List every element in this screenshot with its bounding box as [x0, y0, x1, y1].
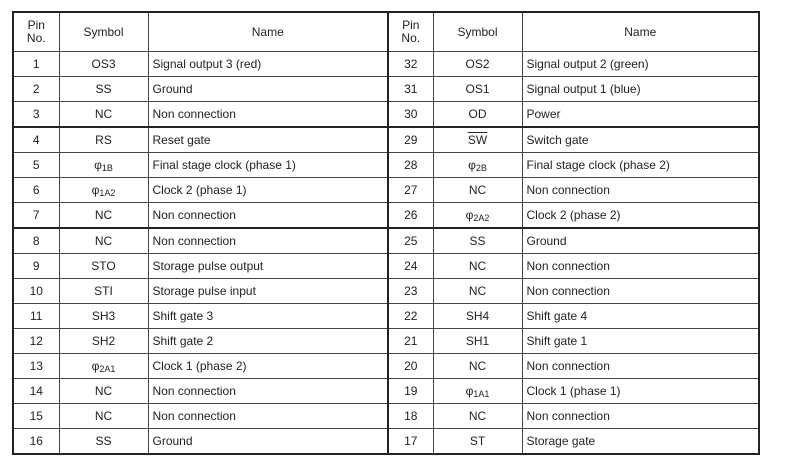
- table-row: [13, 228, 759, 254]
- phi-symbol: φ: [94, 158, 102, 172]
- pin-number-cell: 23: [388, 279, 433, 304]
- symbol-cell: [433, 203, 522, 229]
- pin-name-cell: Clock 1 (phase 1): [522, 379, 759, 404]
- symbol-text: OS2: [465, 57, 490, 71]
- table-row: [13, 153, 759, 178]
- pin-name-cell: Signal output 2 (green): [522, 52, 759, 77]
- symbol-text: STI: [94, 284, 113, 298]
- pin-name-cell: Clock 2 (phase 1): [148, 178, 388, 203]
- header-name: Name: [148, 12, 388, 52]
- header-pin-no: Pin No.: [13, 12, 59, 52]
- symbol-text: SS: [95, 434, 112, 448]
- phi-symbol: φ: [91, 183, 100, 197]
- symbol-cell: [433, 379, 522, 404]
- pin-name-cell: Signal output 1 (blue): [522, 77, 759, 102]
- symbol-cell: [433, 254, 522, 279]
- symbol-text: NC: [468, 359, 487, 373]
- symbol-text: NC: [468, 284, 487, 298]
- header-symbol: Symbol: [433, 12, 522, 52]
- symbol-text: STO: [91, 259, 116, 273]
- symbol-text: ST: [469, 434, 486, 448]
- pin-number-cell: 13: [13, 354, 59, 379]
- symbol-cell: [59, 354, 148, 379]
- symbol-text: NC: [468, 183, 487, 197]
- pin-name-cell: Non connection: [148, 404, 388, 429]
- symbol-cell: [433, 127, 522, 153]
- table-row: [13, 102, 759, 128]
- pin-number-cell: 29: [388, 127, 433, 153]
- pin-number-cell: 31: [388, 77, 433, 102]
- symbol-cell: [59, 304, 148, 329]
- symbol-cell: [59, 203, 148, 229]
- table-row: [13, 127, 759, 153]
- symbol-text: NC: [468, 409, 487, 423]
- pin-number-cell: 22: [388, 304, 433, 329]
- header-pin-no: Pin No.: [388, 12, 433, 52]
- table-row: [13, 203, 759, 229]
- symbol-text: SH1: [465, 334, 490, 348]
- phi-symbol: φ: [91, 359, 100, 373]
- symbol-text: NC: [94, 384, 113, 398]
- table-row: [13, 329, 759, 354]
- pin-name-cell: Power: [522, 102, 759, 128]
- symbol-text: NC: [94, 107, 113, 121]
- pin-name-cell: Ground: [148, 429, 388, 455]
- symbol-cell: [59, 379, 148, 404]
- phi-symbol: φ: [468, 158, 476, 172]
- pin-name-cell: Signal output 3 (red): [148, 52, 388, 77]
- symbol-cell: [59, 52, 148, 77]
- symbol-cell: [433, 228, 522, 254]
- table-row: [13, 254, 759, 279]
- symbol-cell: [59, 228, 148, 254]
- pin-name-cell: Shift gate 3: [148, 304, 388, 329]
- pin-number-cell: 18: [388, 404, 433, 429]
- symbol-cell: [59, 127, 148, 153]
- symbol-cell: [59, 102, 148, 128]
- pin-name-cell: Non connection: [522, 279, 759, 304]
- header-symbol: Symbol: [59, 12, 148, 52]
- pin-name-cell: Shift gate 2: [148, 329, 388, 354]
- pin-number-cell: 26: [388, 203, 433, 229]
- symbol-text: NC: [94, 234, 113, 248]
- header-name: Name: [522, 12, 759, 52]
- pin-name-cell: Non connection: [522, 178, 759, 203]
- pin-name-cell: Shift gate 1: [522, 329, 759, 354]
- pin-name-cell: Non connection: [522, 254, 759, 279]
- symbol-cell: [59, 279, 148, 304]
- table-row: [13, 77, 759, 102]
- pin-number-cell: 9: [13, 254, 59, 279]
- pin-number-cell: 12: [13, 329, 59, 354]
- table-row: [13, 354, 759, 379]
- symbol-text: NC: [94, 208, 113, 222]
- table-row: [13, 279, 759, 304]
- pin-number-cell: 30: [388, 102, 433, 128]
- pin-number-cell: 7: [13, 203, 59, 229]
- pin-number-cell: 24: [388, 254, 433, 279]
- pin-number-cell: 28: [388, 153, 433, 178]
- phi-subscript: 2A2: [473, 213, 490, 223]
- pin-number-cell: 32: [388, 52, 433, 77]
- symbol-cell: [59, 77, 148, 102]
- phi-symbol: φ: [465, 384, 474, 398]
- symbol-cell: [433, 102, 522, 128]
- pin-name-cell: Non connection: [148, 203, 388, 229]
- symbol-cell: [433, 304, 522, 329]
- pin-number-cell: 15: [13, 404, 59, 429]
- symbol-text: OS1: [465, 82, 490, 96]
- symbol-text: RS: [95, 133, 112, 147]
- table-row: [13, 178, 759, 203]
- table-row: [13, 404, 759, 429]
- table-body: [13, 52, 759, 455]
- symbol-text: SH3: [91, 309, 116, 323]
- pin-name-cell: Reset gate: [148, 127, 388, 153]
- pin-name-cell: Non connection: [522, 354, 759, 379]
- pin-number-cell: 6: [13, 178, 59, 203]
- pin-name-cell: Ground: [148, 77, 388, 102]
- pin-name-cell: Clock 1 (phase 2): [148, 354, 388, 379]
- symbol-cell: [59, 254, 148, 279]
- symbol-cell: [59, 429, 148, 455]
- pin-name-cell: Non connection: [148, 102, 388, 128]
- symbol-cell: [433, 178, 522, 203]
- symbol-text: SH2: [91, 334, 116, 348]
- symbol-cell: [59, 404, 148, 429]
- symbol-text: NC: [468, 259, 487, 273]
- phi-subscript: 1A1: [473, 389, 490, 399]
- pin-number-cell: 5: [13, 153, 59, 178]
- table-row: [13, 52, 759, 77]
- symbol-cell: [59, 153, 148, 178]
- phi-subscript: 1A2: [99, 188, 116, 198]
- table-row: [13, 304, 759, 329]
- pin-number-cell: 17: [388, 429, 433, 455]
- symbol-text: $\overline{SW}$: [467, 133, 488, 147]
- pin-number-cell: 4: [13, 127, 59, 153]
- pin-name-cell: Non connection: [148, 379, 388, 404]
- pin-name-cell: Non connection: [148, 228, 388, 254]
- symbol-text: OD: [468, 107, 487, 121]
- pin-name-cell: Storage pulse input: [148, 279, 388, 304]
- symbol-cell: [59, 329, 148, 354]
- symbol-cell: [433, 279, 522, 304]
- symbol-cell: [433, 329, 522, 354]
- pin-name-cell: Storage pulse output: [148, 254, 388, 279]
- pin-name-cell: Shift gate 4: [522, 304, 759, 329]
- phi-symbol: φ: [465, 208, 474, 222]
- pin-number-cell: 1: [13, 52, 59, 77]
- table-header-row: [13, 12, 759, 52]
- symbol-cell: [433, 354, 522, 379]
- pin-name-cell: Clock 2 (phase 2): [522, 203, 759, 229]
- symbol-text: OS3: [91, 57, 116, 71]
- pin-number-cell: 11: [13, 304, 59, 329]
- pin-number-cell: 2: [13, 77, 59, 102]
- phi-subscript: 2B: [475, 163, 487, 173]
- pin-number-cell: 16: [13, 429, 59, 455]
- symbol-cell: [433, 153, 522, 178]
- phi-subscript: 1B: [101, 163, 113, 173]
- pin-number-cell: 19: [388, 379, 433, 404]
- symbol-cell: [433, 404, 522, 429]
- symbol-cell: [433, 52, 522, 77]
- pin-number-cell: 20: [388, 354, 433, 379]
- table-row: [13, 429, 759, 455]
- table-row: [13, 379, 759, 404]
- symbol-cell: [433, 429, 522, 455]
- symbol-text: SS: [95, 82, 112, 96]
- pin-number-cell: 3: [13, 102, 59, 128]
- pin-number-cell: 21: [388, 329, 433, 354]
- pin-name-cell: Non connection: [522, 404, 759, 429]
- pin-assignment-table: [12, 11, 760, 455]
- symbol-text: SH4: [465, 309, 490, 323]
- symbol-cell: [59, 178, 148, 203]
- pin-number-cell: 10: [13, 279, 59, 304]
- phi-subscript: 2A1: [99, 364, 116, 374]
- pin-number-cell: 14: [13, 379, 59, 404]
- symbol-text: NC: [94, 409, 113, 423]
- pin-number-cell: 25: [388, 228, 433, 254]
- pin-number-cell: 8: [13, 228, 59, 254]
- pin-number-cell: 27: [388, 178, 433, 203]
- pin-name-cell: Final stage clock (phase 1): [148, 153, 388, 178]
- pin-name-cell: Ground: [522, 228, 759, 254]
- symbol-text: SS: [469, 234, 486, 248]
- pin-name-cell: Storage gate: [522, 429, 759, 455]
- symbol-cell: [433, 77, 522, 102]
- pin-name-cell: Final stage clock (phase 2): [522, 153, 759, 178]
- pin-name-cell: Switch gate: [522, 127, 759, 153]
